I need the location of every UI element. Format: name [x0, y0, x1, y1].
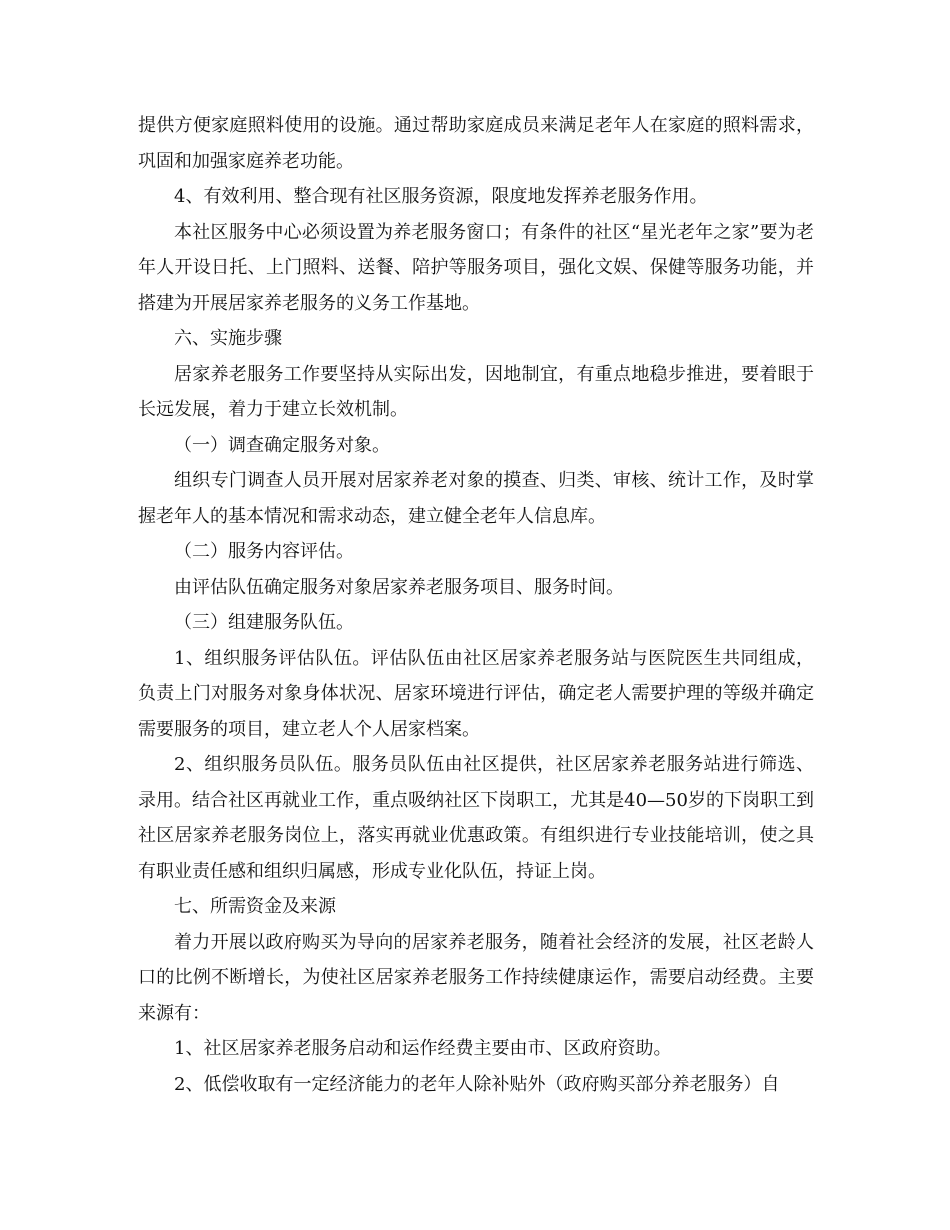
paragraph-14: 着力开展以政府购买为导向的居家养老服务，随着社会经济的发展，社区老龄人口的比例不断增长，为使社区居家养老服务工作持续健康运作，需要启动经费。主要来源有： — [138, 931, 814, 1024]
document-page — [138, 108, 814, 1102]
paragraph-11: 1、组织服务评估队伍。评估队伍由社区居家养老服务站与医院医生共同组成，负责上门对服务对象身体状况、居家环境进行评估，确定老人需要护理的等级并确定需要服务的项目，建立老人个人居家档案。 — [138, 647, 814, 740]
paragraph-9: 由评估队伍确定服务对象居家养老服务项目、服务时间。 — [174, 576, 624, 598]
paragraph-16: 2、低偿收取有一定经济能力的老年人除补贴外（政府购买部分养老服务）自 — [174, 1073, 780, 1095]
paragraph-12: 2、组织服务员队伍。服务员队伍由社区提供，社区居家养老服务站进行筛选、录用。结合社区再就业工作，重点吸纳社区下岗职工，尤其是40—50岁的下岗职工到社区居家养老服务岗位上，落实再就业优惠政策。有组织进行专业技能培训，使之具有职业责任感和组织归属感，形成专业化队伍，持证上岗。 — [138, 754, 814, 882]
section-heading-6: 六、实施步骤 — [174, 328, 282, 349]
paragraph-1: 提供方便家庭照料使用的设施。通过帮助家庭成员来满足老年人在家庭的照料需求，巩固和加强家庭养老功能。 — [138, 115, 814, 172]
section-heading-7: 七、所需资金及来源 — [174, 896, 336, 917]
paragraph-5: 居家养老服务工作要坚持从实际出发，因地制宜，有重点地稳步推进，要着眼于长远发展，着力于建立长效机制。 — [138, 363, 814, 420]
paragraph-2: 4、有效利用、整合现有社区服务资源，限度地发挥养老服务作用。 — [174, 186, 708, 207]
subheading-3: （三）组建服务队伍。 — [174, 612, 354, 633]
subheading-1: （一）调查确定服务对象。 — [174, 434, 390, 456]
subheading-2: （二）服务内容评估。 — [174, 541, 354, 562]
paragraph-7: 组织专门调查人员开展对居家养老对象的摸查、归类、审核、统计工作，及时掌握老年人的基本情况和需求动态，建立健全老年人信息库。 — [138, 470, 814, 527]
paragraph-3: 本社区服务中心必须设置为养老服务窗口；有条件的社区“星光老年之家”要为老年人开设日托、上门照料、送餐、陪护等服务项目，强化文娱、保健等服务功能，并搭建为开展居家养老服务的义务工作基地。 — [138, 221, 814, 314]
paragraph-15: 1、社区居家养老服务启动和运作经费主要由市、区政府资助。 — [174, 1038, 672, 1059]
